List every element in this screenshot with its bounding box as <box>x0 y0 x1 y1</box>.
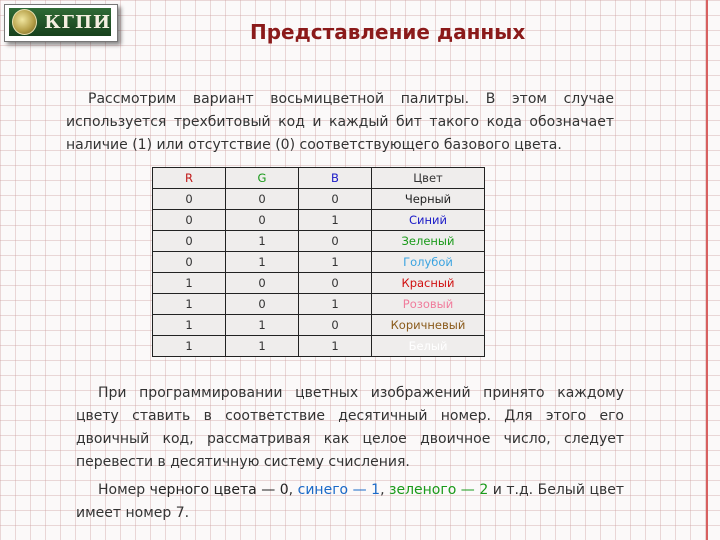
color-name: Зеленый <box>372 231 485 252</box>
table-row <box>153 189 485 210</box>
bit-g: 1 <box>226 315 299 336</box>
color-name: Черный <box>372 189 485 210</box>
header-g: G <box>226 168 299 189</box>
bit-b: 0 <box>299 315 372 336</box>
bit-g: 1 <box>226 336 299 357</box>
bit-r: 1 <box>153 315 226 336</box>
separator: , <box>380 482 390 498</box>
blue-number: синего — 1 <box>297 482 381 498</box>
separator: , <box>288 482 298 498</box>
bit-r: 1 <box>153 273 226 294</box>
numbering-suffix: и т.д. Белый цвет имеет номер 7. <box>76 482 624 521</box>
bit-g: 0 <box>226 294 299 315</box>
numbering-paragraph <box>76 479 624 525</box>
table-row <box>153 252 485 273</box>
emblem-icon <box>12 9 37 35</box>
color-name: Синий <box>372 210 485 231</box>
bit-g: 0 <box>226 210 299 231</box>
color-name: Голубой <box>372 252 485 273</box>
bit-r: 1 <box>153 336 226 357</box>
bit-g: 1 <box>226 231 299 252</box>
programming-paragraph: При программировании цветных изображений принято каждому цвету ставить в соответствие десятичный номер. Для этого его двоичный код, рассматривая как целое двоичное число, следует перевести в десятичную систему счисления. <box>76 385 624 470</box>
green-number: зеленого — 2 <box>389 482 489 498</box>
table-header-row <box>153 168 485 189</box>
margin-line <box>706 0 708 540</box>
color-name: Белый <box>372 336 485 357</box>
logo-plate <box>9 8 111 36</box>
table-row <box>153 273 485 294</box>
numbering-prefix: Номер <box>98 482 150 498</box>
header-r: R <box>153 168 226 189</box>
bit-g: 0 <box>226 189 299 210</box>
bit-b: 0 <box>299 189 372 210</box>
bit-b: 1 <box>299 336 372 357</box>
bit-b: 1 <box>299 294 372 315</box>
header-color: Цвет <box>372 168 485 189</box>
bit-r: 0 <box>153 231 226 252</box>
logo-text: КГПИ <box>44 11 111 33</box>
bit-b: 0 <box>299 273 372 294</box>
bit-g: 1 <box>226 252 299 273</box>
color-name: Красный <box>372 273 485 294</box>
bit-r: 0 <box>153 252 226 273</box>
table-row <box>153 231 485 252</box>
logo <box>4 4 118 42</box>
intro-paragraph: Рассмотрим вариант восьмицветной палитры. В этом случае используется трехбитовый код и каждый бит такого кода обозначает наличие (1) или отсутствие (0) соответствующего базового цвета. <box>66 91 614 153</box>
bit-r: 1 <box>153 294 226 315</box>
bit-b: 0 <box>299 231 372 252</box>
table-row <box>153 210 485 231</box>
bit-b: 1 <box>299 210 372 231</box>
black-number: черного цвета — 0 <box>149 482 289 498</box>
table-row <box>153 294 485 315</box>
header-b: B <box>299 168 372 189</box>
table-row <box>153 315 485 336</box>
color-name: Розовый <box>372 294 485 315</box>
color-name: Коричневый <box>372 315 485 336</box>
color-table <box>152 167 485 357</box>
page-title: Представление данных <box>250 20 526 44</box>
bit-r: 0 <box>153 210 226 231</box>
bit-r: 0 <box>153 189 226 210</box>
bit-g: 0 <box>226 273 299 294</box>
bit-b: 1 <box>299 252 372 273</box>
table-row <box>153 336 485 357</box>
